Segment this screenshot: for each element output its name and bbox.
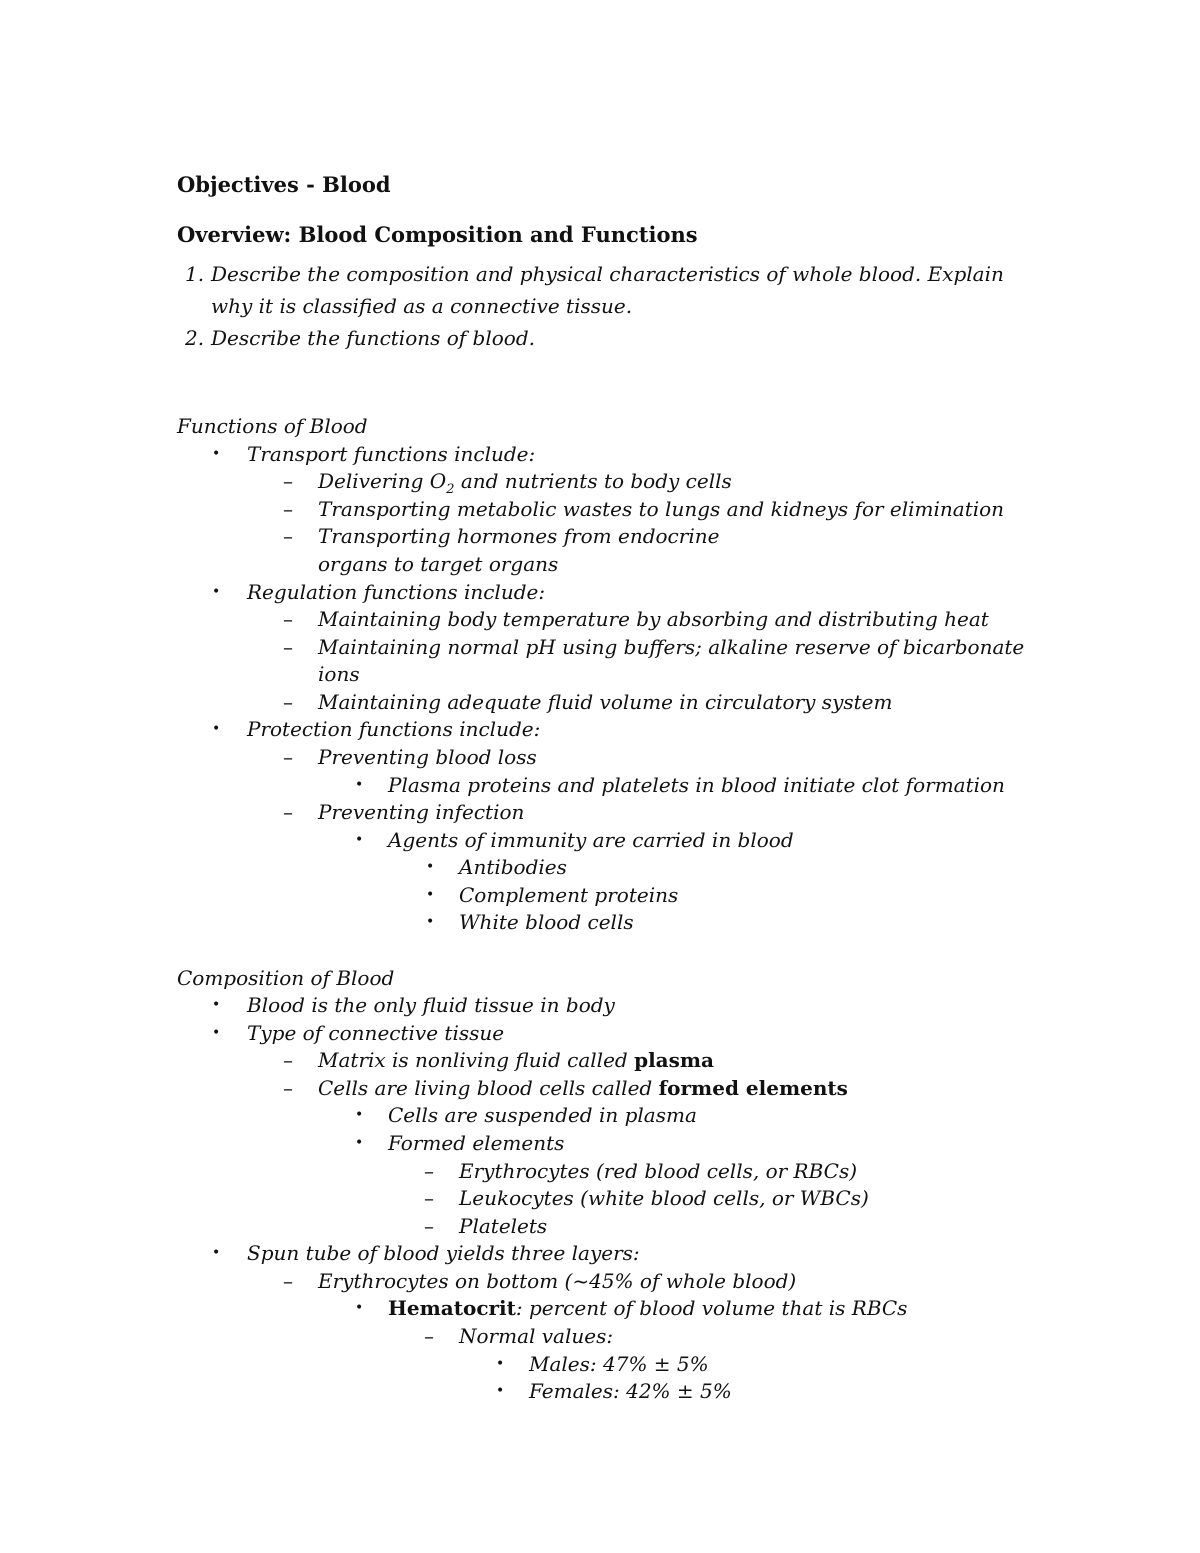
matrix-text: Matrix is nonliving fluid called — [318, 1048, 635, 1072]
dash-marker: – — [283, 469, 293, 493]
bullet-marker: • — [212, 446, 221, 462]
protection-item: Preventing blood loss — [318, 745, 537, 769]
bullet-marker: • — [212, 584, 221, 600]
bullet-marker: • — [355, 777, 364, 793]
immunity-agent: White blood cells — [459, 910, 634, 934]
dash-marker: – — [283, 800, 293, 824]
cells-text: Cells are living blood cells called — [318, 1076, 659, 1100]
formed-element: Leukocytes (white blood cells, or WBCs) — [459, 1186, 869, 1210]
objective-number: 1. — [185, 262, 205, 286]
bullet-marker: • — [355, 832, 364, 848]
bullet-marker: • — [426, 859, 435, 875]
objective-text: Describe the functions of blood. — [211, 326, 535, 350]
objective-number: 2. — [185, 326, 205, 350]
regulation-item: Maintaining adequate fluid volume in circulatory system — [318, 690, 893, 714]
regulation-item: Maintaining body temperature by absorbing and distributing heat — [318, 607, 989, 631]
transport-item — [318, 467, 732, 495]
dash-marker: – — [424, 1159, 434, 1183]
normal-value: Females: 42% ± 5% — [529, 1379, 732, 1403]
bullet-marker: • — [426, 914, 435, 930]
layer-item: Erythrocytes on bottom (~45% of whole blood) — [318, 1269, 797, 1293]
protection-label: Protection functions include: — [247, 717, 541, 741]
bullet-marker: • — [355, 1135, 364, 1151]
hematocrit-term: Hematocrit — [388, 1296, 516, 1320]
dash-marker: – — [283, 635, 293, 659]
protection-subitem: Plasma proteins and platelets in blood initiate clot formation — [388, 773, 1005, 797]
bullet-marker: • — [212, 1245, 221, 1261]
protection-item: Preventing infection — [318, 800, 525, 824]
regulation-label: Regulation functions include: — [247, 580, 546, 604]
dash-marker: – — [283, 1269, 293, 1293]
immunity-agent: Antibodies — [459, 855, 567, 879]
dash-marker: – — [283, 1048, 293, 1072]
overview-heading: Overview: Blood Composition and Functions — [177, 222, 698, 247]
composition-subitem — [318, 1046, 714, 1074]
hematocrit-text: : percent of blood volume that is RBCs — [515, 1296, 908, 1320]
dash-marker: – — [424, 1324, 434, 1348]
regulation-item-continued: ions — [318, 662, 360, 686]
transport-item: Transporting metabolic wastes to lungs and kidneys for elimination — [318, 497, 1005, 521]
bullet-marker: • — [212, 997, 221, 1013]
transport-item: Transporting hormones from endocrine — [318, 524, 720, 548]
dash-marker: – — [283, 524, 293, 548]
bullet-marker: • — [426, 887, 435, 903]
composition-item: Blood is the only fluid tissue in body — [247, 993, 615, 1017]
oxygen-subscript: 2 — [446, 482, 455, 497]
functions-section-title: Functions of Blood — [177, 414, 368, 438]
bullet-marker: • — [496, 1356, 505, 1372]
transport-item-continued: organs to target organs — [318, 552, 559, 576]
dash-marker: – — [424, 1214, 434, 1238]
objective-text: Describe the composition and physical characteristics of whole blood. Explain why it is classified as a connective tissue. — [211, 262, 1004, 318]
normal-value: Males: 47% ± 5% — [529, 1352, 709, 1376]
composition-item: Type of connective tissue — [247, 1021, 505, 1045]
composition-item: Spun tube of blood yields three layers: — [247, 1241, 640, 1265]
transport-item-text: Delivering O — [318, 469, 447, 493]
document-title: Objectives - Blood — [177, 172, 391, 197]
regulation-item: Maintaining normal pH using buffers; alkaline reserve of bicarbonate — [318, 635, 1025, 659]
composition-detail: Cells are suspended in plasma — [388, 1103, 697, 1127]
immunity-agent: Complement proteins — [459, 883, 679, 907]
objective-item — [177, 258, 1037, 322]
protection-subitem: Agents of immunity are carried in blood — [388, 828, 794, 852]
transport-label: Transport functions include: — [247, 442, 536, 466]
hematocrit-definition — [388, 1294, 907, 1322]
bullet-marker: • — [355, 1300, 364, 1316]
normal-values-label: Normal values: — [459, 1324, 614, 1348]
composition-section-title: Composition of Blood — [177, 966, 395, 990]
transport-item-text: and nutrients to body cells — [454, 469, 732, 493]
formed-element: Platelets — [459, 1214, 548, 1238]
dash-marker: – — [283, 1076, 293, 1100]
bullet-marker: • — [212, 1025, 221, 1041]
objective-item — [177, 322, 1037, 354]
dash-marker: – — [283, 745, 293, 769]
bullet-marker: • — [355, 1107, 364, 1123]
composition-subitem — [318, 1074, 848, 1102]
dash-marker: – — [283, 607, 293, 631]
dash-marker: – — [283, 690, 293, 714]
bullet-marker: • — [496, 1383, 505, 1399]
formed-element: Erythrocytes (red blood cells, or RBCs) — [459, 1159, 858, 1183]
dash-marker: – — [283, 497, 293, 521]
plasma-term: plasma — [634, 1048, 714, 1072]
composition-detail: Formed elements — [388, 1131, 565, 1155]
formed-elements-term: formed elements — [658, 1076, 848, 1100]
dash-marker: – — [424, 1186, 434, 1210]
bullet-marker: • — [212, 721, 221, 737]
